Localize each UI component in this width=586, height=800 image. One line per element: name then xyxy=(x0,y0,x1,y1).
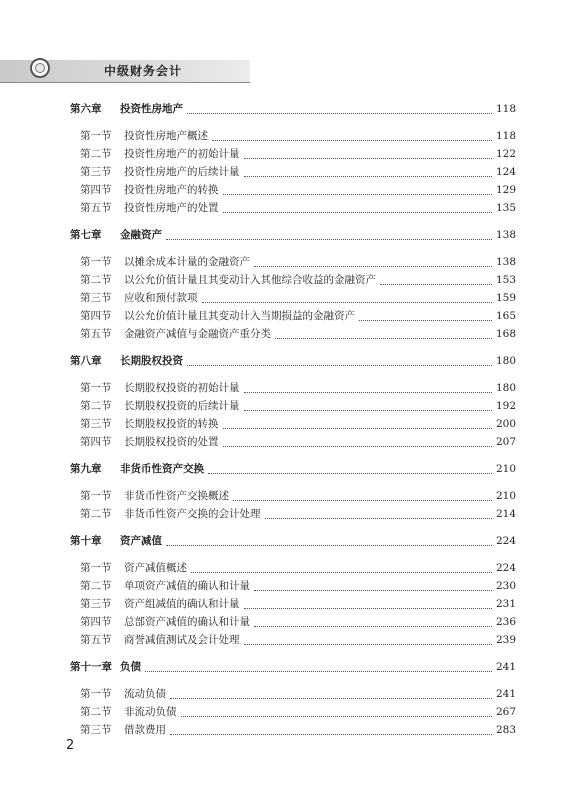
dot-leader xyxy=(244,150,492,159)
section-title: 总部资产减值的确认和计量 xyxy=(124,616,250,628)
dot-leader xyxy=(244,168,492,177)
section-page-number: 168 xyxy=(495,328,516,340)
chapter-page-number: 138 xyxy=(495,229,516,241)
dot-leader xyxy=(202,294,492,303)
table-of-contents xyxy=(70,100,516,748)
dot-leader xyxy=(181,708,492,717)
toc-section-entry xyxy=(70,433,516,451)
section-number: 第二节 xyxy=(80,580,112,592)
section-title: 长期股权投资的处置 xyxy=(124,436,219,448)
toc-section-entry xyxy=(70,307,516,325)
dot-leader xyxy=(187,357,492,366)
page-number: 2 xyxy=(66,738,75,753)
section-number: 第一节 xyxy=(80,490,112,502)
dot-leader xyxy=(244,402,492,411)
section-page-number: 200 xyxy=(495,418,516,430)
dot-leader xyxy=(244,600,492,609)
chapter-page-number: 241 xyxy=(495,661,516,673)
section-title: 资产减值概述 xyxy=(124,562,187,574)
chapter-number: 第十一章 xyxy=(70,661,112,673)
section-page-number: 231 xyxy=(495,598,516,610)
section-page-number: 241 xyxy=(495,688,516,700)
toc-section-entry xyxy=(70,289,516,307)
section-number: 第一节 xyxy=(80,382,112,394)
section-title: 以摊余成本计量的金融资产 xyxy=(124,256,250,268)
section-title: 商誉减值测试及会计处理 xyxy=(124,634,240,646)
chapter-page-number: 118 xyxy=(495,103,516,115)
dot-leader xyxy=(208,465,492,474)
spacer xyxy=(70,451,516,460)
dot-leader xyxy=(254,258,492,267)
section-number: 第五节 xyxy=(80,634,112,646)
spacer xyxy=(70,370,516,379)
section-number: 第三节 xyxy=(80,418,112,430)
section-number: 第一节 xyxy=(80,130,112,142)
chapter-title: 投资性房地产 xyxy=(120,103,183,115)
section-title: 非货币性资产交换概述 xyxy=(124,490,229,502)
section-page-number: 138 xyxy=(495,256,516,268)
dot-leader xyxy=(380,276,492,285)
toc-section-entry xyxy=(70,703,516,721)
dot-leader xyxy=(265,510,492,519)
section-number: 第一节 xyxy=(80,688,112,700)
toc-chapter-entry xyxy=(70,352,516,370)
header-rule xyxy=(0,82,250,83)
chapter-title: 金融资产 xyxy=(120,229,162,241)
section-number: 第五节 xyxy=(80,328,112,340)
section-title: 投资性房地产概述 xyxy=(124,130,208,142)
section-title: 长期股权投资的后续计量 xyxy=(124,400,240,412)
book-emblem-icon xyxy=(30,58,50,78)
running-header xyxy=(0,52,586,86)
dot-leader xyxy=(254,618,492,627)
section-page-number: 239 xyxy=(495,634,516,646)
toc-section-entry xyxy=(70,325,516,343)
header-title: 中级财务会计 xyxy=(104,64,183,78)
chapter-page-number: 210 xyxy=(495,463,516,475)
chapter-page-number: 180 xyxy=(495,355,516,367)
section-page-number: 207 xyxy=(495,436,516,448)
section-page-number: 236 xyxy=(495,616,516,628)
section-number: 第三节 xyxy=(80,598,112,610)
toc-section-entry xyxy=(70,415,516,433)
section-title: 应收和预付款项 xyxy=(124,292,198,304)
dot-leader xyxy=(170,690,492,699)
toc-chapter-entry xyxy=(70,100,516,118)
toc-section-entry xyxy=(70,721,516,739)
toc-section-entry xyxy=(70,379,516,397)
dot-leader xyxy=(223,438,492,447)
section-title: 非货币性资产交换的会计处理 xyxy=(124,508,261,520)
chapter-number: 第七章 xyxy=(70,229,102,241)
section-title: 单项资产减值的确认和计量 xyxy=(124,580,250,592)
chapter-title: 资产减值 xyxy=(120,535,162,547)
dot-leader xyxy=(166,231,492,240)
section-title: 投资性房地产的初始计量 xyxy=(124,148,240,160)
spacer xyxy=(70,217,516,226)
dot-leader xyxy=(145,663,492,672)
dot-leader xyxy=(166,537,492,546)
spacer xyxy=(70,343,516,352)
spacer xyxy=(70,118,516,127)
section-number: 第二节 xyxy=(80,400,112,412)
section-page-number: 165 xyxy=(495,310,516,322)
toc-chapter-entry xyxy=(70,658,516,676)
dot-leader xyxy=(223,204,492,213)
section-page-number: 283 xyxy=(495,724,516,736)
spacer xyxy=(70,244,516,253)
toc-section-entry xyxy=(70,271,516,289)
spacer xyxy=(70,739,516,748)
section-page-number: 129 xyxy=(495,184,516,196)
section-page-number: 159 xyxy=(495,292,516,304)
section-page-number: 210 xyxy=(495,490,516,502)
dot-leader xyxy=(223,186,492,195)
section-page-number: 230 xyxy=(495,580,516,592)
dot-leader xyxy=(233,492,492,501)
chapter-number: 第六章 xyxy=(70,103,102,115)
toc-chapter-entry xyxy=(70,226,516,244)
section-number: 第三节 xyxy=(80,166,112,178)
dot-leader xyxy=(254,582,492,591)
section-number: 第一节 xyxy=(80,256,112,268)
section-title: 流动负债 xyxy=(124,688,166,700)
chapter-title: 非货币性资产交换 xyxy=(120,463,204,475)
section-title: 以公允价值计量且其变动计入当期损益的金融资产 xyxy=(124,310,355,322)
section-title: 投资性房地产的后续计量 xyxy=(124,166,240,178)
dot-leader xyxy=(359,312,492,321)
chapter-number: 第八章 xyxy=(70,355,102,367)
chapter-title: 负债 xyxy=(120,661,141,673)
toc-section-entry xyxy=(70,613,516,631)
dot-leader xyxy=(244,384,492,393)
section-page-number: 224 xyxy=(495,562,516,574)
section-title: 投资性房地产的处置 xyxy=(124,202,219,214)
section-number: 第二节 xyxy=(80,508,112,520)
section-number: 第四节 xyxy=(80,310,112,322)
toc-section-entry xyxy=(70,199,516,217)
spacer xyxy=(70,478,516,487)
section-title: 以公允价值计量且其变动计入其他综合收益的金融资产 xyxy=(124,274,376,286)
spacer xyxy=(70,523,516,532)
section-title: 资产组减值的确认和计量 xyxy=(124,598,240,610)
section-page-number: 135 xyxy=(495,202,516,214)
section-page-number: 124 xyxy=(495,166,516,178)
section-number: 第四节 xyxy=(80,616,112,628)
section-number: 第三节 xyxy=(80,724,112,736)
section-title: 借款费用 xyxy=(124,724,166,736)
spacer xyxy=(70,649,516,658)
section-title: 金融资产减值与金融资产重分类 xyxy=(124,328,271,340)
toc-section-entry xyxy=(70,631,516,649)
section-number: 第二节 xyxy=(80,706,112,718)
toc-section-entry xyxy=(70,685,516,703)
toc-chapter-entry xyxy=(70,532,516,550)
toc-section-entry xyxy=(70,397,516,415)
spacer xyxy=(70,676,516,685)
dot-leader xyxy=(187,105,492,114)
section-page-number: 267 xyxy=(495,706,516,718)
section-number: 第二节 xyxy=(80,274,112,286)
toc-section-entry xyxy=(70,505,516,523)
spacer xyxy=(70,550,516,559)
chapter-page-number: 224 xyxy=(495,535,516,547)
chapter-title: 长期股权投资 xyxy=(120,355,183,367)
section-page-number: 153 xyxy=(495,274,516,286)
toc-section-entry xyxy=(70,127,516,145)
section-page-number: 118 xyxy=(495,130,516,142)
section-title: 长期股权投资的初始计量 xyxy=(124,382,240,394)
section-number: 第四节 xyxy=(80,436,112,448)
toc-section-entry xyxy=(70,163,516,181)
section-page-number: 192 xyxy=(495,400,516,412)
section-page-number: 214 xyxy=(495,508,516,520)
dot-leader xyxy=(191,564,492,573)
section-number: 第三节 xyxy=(80,292,112,304)
section-number: 第二节 xyxy=(80,148,112,160)
dot-leader xyxy=(212,132,492,141)
chapter-number: 第九章 xyxy=(70,463,102,475)
section-page-number: 180 xyxy=(495,382,516,394)
section-number: 第一节 xyxy=(80,562,112,574)
section-number: 第五节 xyxy=(80,202,112,214)
toc-section-entry xyxy=(70,595,516,613)
toc-section-entry xyxy=(70,559,516,577)
section-title: 长期股权投资的转换 xyxy=(124,418,219,430)
dot-leader xyxy=(223,420,492,429)
toc-section-entry xyxy=(70,253,516,271)
section-title: 投资性房地产的转换 xyxy=(124,184,219,196)
toc-section-entry xyxy=(70,577,516,595)
dot-leader xyxy=(244,636,492,645)
section-number: 第四节 xyxy=(80,184,112,196)
chapter-number: 第十章 xyxy=(70,535,102,547)
toc-section-entry xyxy=(70,181,516,199)
dot-leader xyxy=(170,726,492,735)
dot-leader xyxy=(275,330,492,339)
toc-chapter-entry xyxy=(70,460,516,478)
toc-section-entry xyxy=(70,145,516,163)
toc-section-entry xyxy=(70,487,516,505)
section-title: 非流动负债 xyxy=(124,706,177,718)
section-page-number: 122 xyxy=(495,148,516,160)
